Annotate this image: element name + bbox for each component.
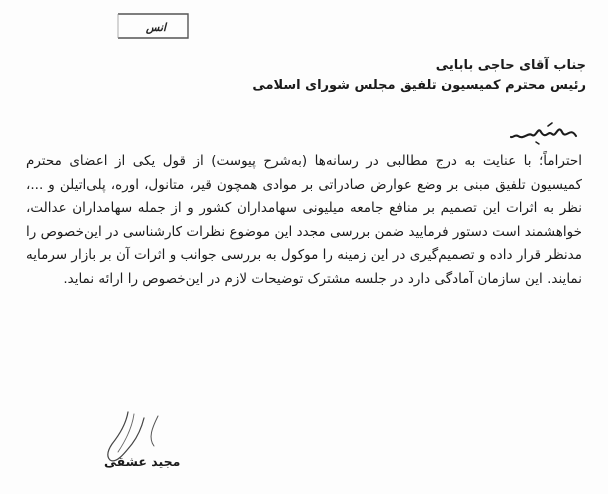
addressee-block [166,56,586,96]
stamp-text: ا‌نس [145,21,167,34]
reference-stamp [112,8,194,44]
signer-name: مجید عشقی [104,454,181,469]
addressee-name: جناب آقای حاجی بابایی [435,58,586,73]
body-paragraph: احتراماً؛ با عنایت به درج مطالبی در رسانه‌ها (به‌شرح پیوست) از قول یکی از اعضای محترم کمیسیون تلفیق مبنی بر وضع عوارض صادراتی بر موادی همچون قیر، متانول، اوره، پلی‌اتیلن و ...، نظر به اثرات این تصمیم بر منافع جامعه میلیونی سهامداران کشور و از جمله سهامداران عدالت، خواهشمند است دستور فرمایید ضمن بررسی مجدد این موضوع نظرات کارشناسی در این‌خصوص را مدنظر قرار داده و تصمیم‌گیری در این زمینه را موکول به بررسی جوانب و اثرات آن بر بازار سرمایه نمایند. این سازمان آمادگی دارد در جلسه مشترک توضیحات لازم در این‌خصوص را ارائه نماید. [26,153,582,287]
greeting-handwriting-graphic [508,120,580,146]
addressee-title: رئیس محترم کمیسیون تلفیق مجلس شورای اسلامی [252,78,586,93]
stamp-box-graphic [112,8,194,44]
greeting-text [580,120,581,121]
handwritten-greeting [508,120,580,146]
letter-body [26,150,582,292]
